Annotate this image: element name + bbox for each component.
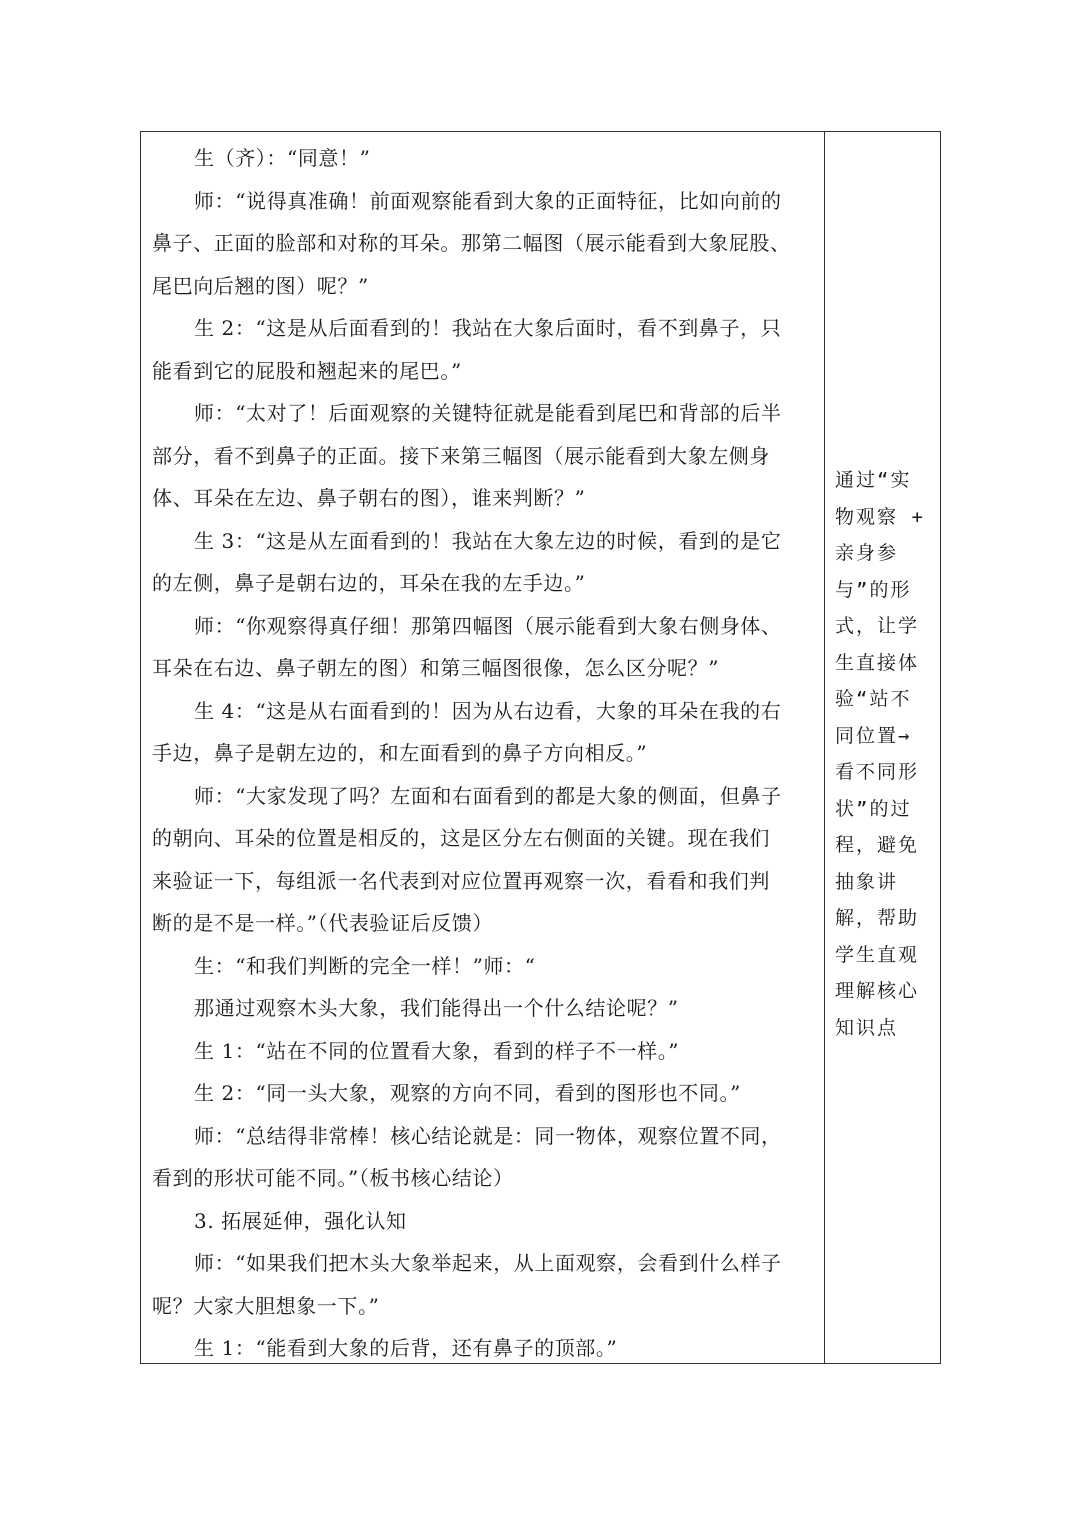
side-note-line: 亲身参 [835,542,899,564]
side-note-line: 解，帮助 [835,907,920,929]
dialogue-line: 师：“说得真准确！前面观察能看到大象的正面特征，比如向前的 [194,188,782,213]
dialogue-line: 生（齐）：“同意！” [194,146,371,170]
dialogue-line: 生：“和我们判断的完全一样！”师：“ [194,953,536,978]
dialogue-paragraph [152,1327,816,1370]
dialogue-line: 鼻子、正面的脸部和对称的耳朵。那第二幅图（展示能看到大象屁股、 [152,231,791,255]
dialogue-paragraph [152,945,816,988]
side-note-line: 与”的形 [835,578,912,601]
dialogue-paragraph [152,180,816,308]
dialogue-line: 来验证一下，每组派一名代表到对应位置再观察一次，看看和我们判 [152,868,770,893]
side-note-line: 生直接体 [835,651,920,674]
dialogue-line: 师：“如果我们把木头大象举起来，从上面观察，会看到什么样子 [194,1251,782,1275]
dialogue-line: 体、耳朵在左边、鼻子朝右的图），谁来判断？” [152,486,586,510]
lesson-plan-table [140,131,941,1364]
dialogue-line: 师：“总结得非常棒！核心结论就是：同一物体，观察位置不同， [194,1123,782,1148]
design-intent-note [835,462,925,1046]
dialogue-line: 生 3：“这是从左面看到的！我站在大象左边的时候，看到的是它 [194,528,782,553]
dialogue-line: 尾巴向后翘的图）呢？” [152,273,369,298]
dialogue-line: 断的是不是一样。”（代表验证后反馈） [152,911,494,935]
side-note-line: 同位置→ [835,724,912,747]
dialogue-line: 的朝向、耳朵的位置是相反的，这是区分左右侧面的关键。现在我们 [152,826,770,850]
side-note-line: 学生直观 [835,943,920,966]
dialogue-paragraph [152,1030,816,1073]
dialogue-paragraph [152,605,816,690]
dialogue-line: 耳朵在右边、鼻子朝左的图）和第三幅图很像，怎么区分呢？” [152,656,720,680]
dialogue-paragraph [152,1072,816,1115]
dialogue-line: 那通过观察木头大象，我们能得出一个什么结论呢？” [194,996,679,1020]
side-note-line: 状”的过 [835,797,912,820]
dialogue-paragraph [152,1242,816,1327]
side-note-line: 抽象讲 [835,870,899,893]
dialogue-line: 的左侧，鼻子是朝右边的，耳朵在我的左手边。” [152,571,586,595]
dialogue-line: 师：“你观察得真仔细！那第四幅图（展示能看到大象右侧身体、 [194,613,782,638]
dialogue-line: 师：“太对了！后面观察的关键特征就是能看到尾巴和背部的后半 [194,401,782,425]
side-note-line: 通过“实 [835,469,912,491]
side-note-line: 知识点 [835,1016,899,1039]
dialogue-paragraph [152,392,816,520]
dialogue-line: 生 1：“能看到大象的后背，还有鼻子的顶部。” [194,1336,618,1360]
side-note-line: 看不同形 [835,761,920,783]
dialogue-line: 部分，看不到鼻子的正面。接下来第三幅图（展示能看到大象左侧身 [152,443,770,468]
side-note-line: 物观察 + [835,505,925,528]
dialogue-line: 3. 拓展延伸，强化认知 [194,1208,407,1233]
dialogue-line: 看到的形状可能不同。”（板书核心结论） [152,1166,514,1190]
dialogue-line: 生 4：“这是从右面看到的！因为从右边看，大象的耳朵在我的右 [194,698,782,723]
dialogue-paragraph [152,775,816,945]
design-intent-cell [825,132,940,1363]
dialogue-paragraph [152,690,816,775]
dialogue-line: 生 2：“同一头大象，观察的方向不同，看到的图形也不同。” [194,1081,741,1105]
teaching-process-cell [141,132,825,1363]
dialogue-line: 呢？大家大胆想象一下。” [152,1293,380,1318]
dialogue-paragraph [152,520,816,605]
side-note-line: 验“站不 [835,688,912,710]
side-note-line: 理解核心 [835,980,920,1002]
dialogue-line: 生 2：“这是从后面看到的！我站在大象后面时，看不到鼻子，只 [194,316,782,340]
dialogue-line: 师：“大家发现了吗？左面和右面看到的都是大象的侧面，但鼻子 [194,783,782,808]
dialogue-line: 能看到它的屁股和翘起来的尾巴。” [152,358,462,383]
dialogue-paragraph [152,987,816,1030]
dialogue-paragraph [152,137,816,180]
dialogue-line: 生 1：“站在不同的位置看大象，看到的样子不一样。” [194,1038,680,1063]
side-note-line: 程，避免 [835,834,920,856]
dialogue-line: 手边，鼻子是朝左边的，和左面看到的鼻子方向相反。” [152,741,648,765]
dialogue-paragraph [152,1200,816,1243]
dialogue-paragraph [152,307,816,392]
dialogue-paragraph [152,1115,816,1200]
side-note-line: 式，让学 [835,615,920,637]
